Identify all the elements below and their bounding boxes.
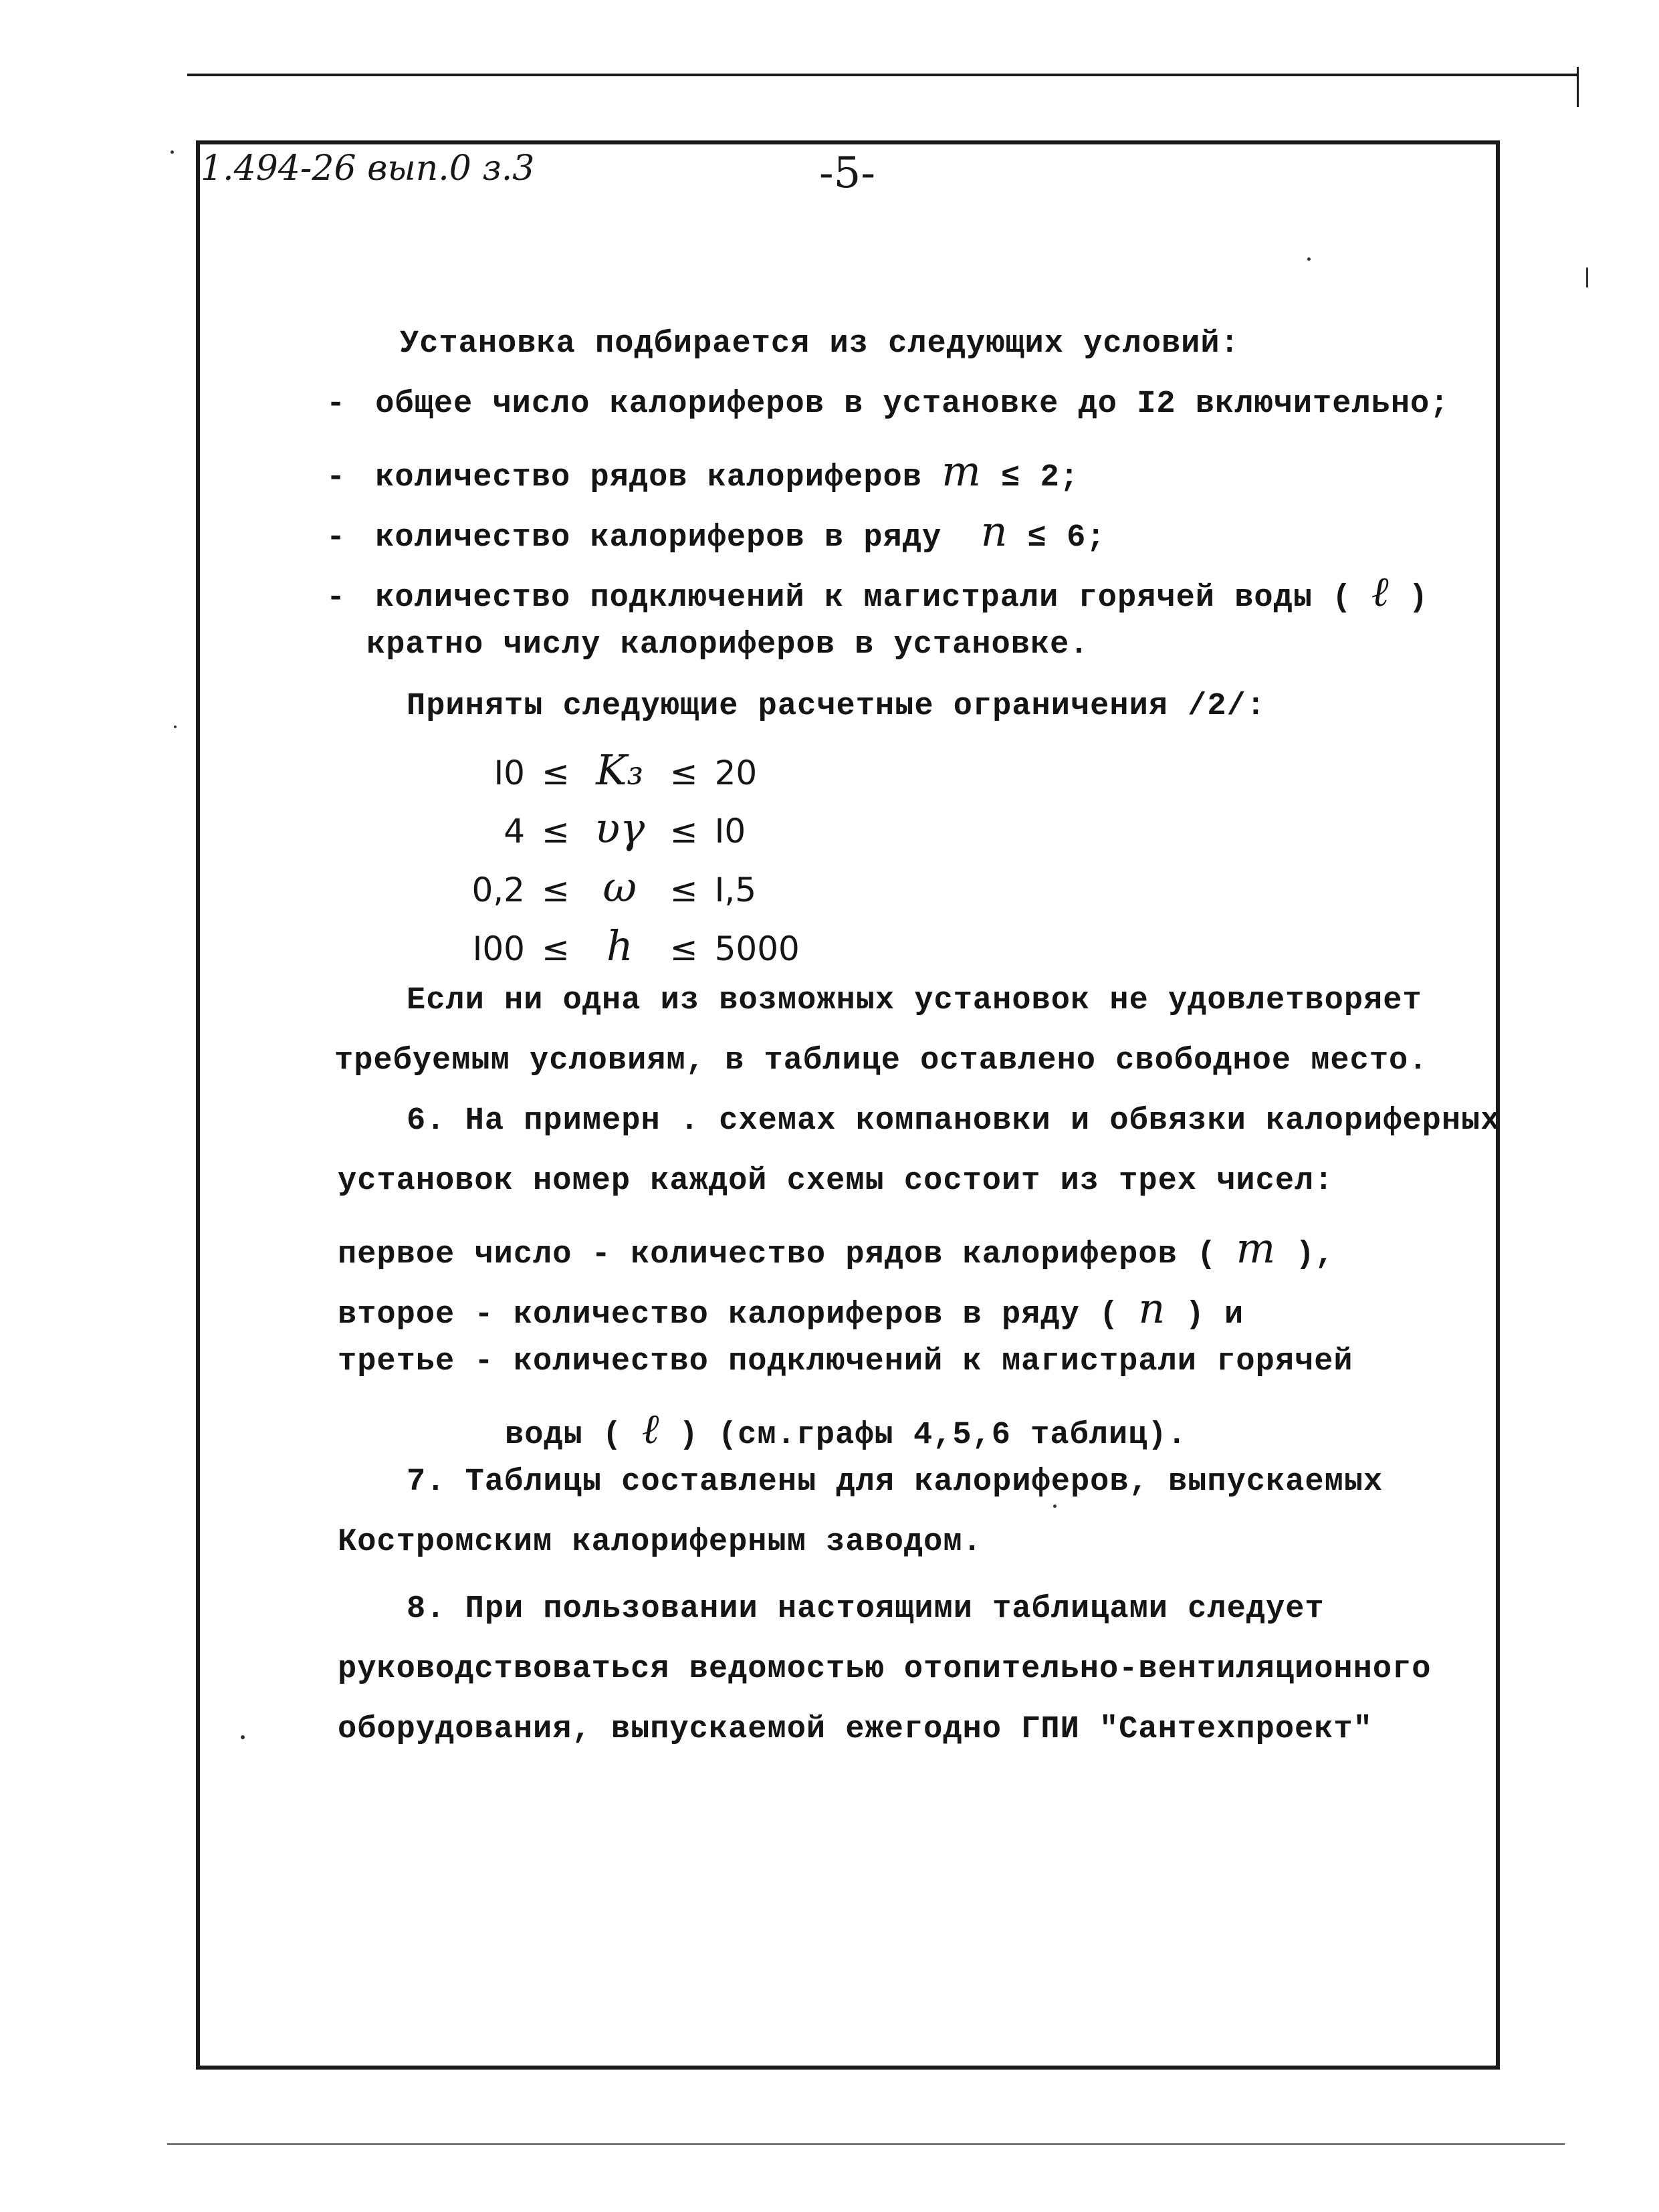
condition-tail: ) [1408, 580, 1428, 616]
page-number: -5- [819, 148, 875, 198]
item8-line-1: 8. При пользовании настоящими таблицами следует [407, 1591, 1325, 1627]
bullet: - [326, 580, 346, 616]
scan-speck [174, 726, 177, 728]
limit-h: I00 ≤ h ≤ 5000 [472, 921, 800, 970]
condition-text: общее число калориферов в установке до I2 включительно; [375, 386, 1450, 422]
item7-line-1: 7. Таблицы составлены для калориферов, выпускаемых [407, 1464, 1384, 1500]
intro-line: Установка подбирается из следующих условий: [400, 326, 1240, 362]
condition-4 [326, 567, 1428, 617]
right-edge-mark [1577, 67, 1579, 107]
document-code: 1.494-26 вып.0 з.3 [201, 148, 535, 189]
condition-4-continuation: кратно числу калориферов в установке. [366, 627, 1089, 663]
item8-line-2: руководствоваться ведомостью отопительно-вентиляционного [338, 1652, 1432, 1687]
item6-line-2: установок номер каждой схемы состоит из трех чисел: [338, 1164, 1334, 1199]
item7-line-2: Костромским калориферным заводом. [338, 1525, 982, 1560]
scan-speck [171, 150, 174, 154]
item6-line-3: первое число - количество рядов калориферов ( m ), [338, 1224, 1335, 1273]
condition-tail: ≤ 6; [1027, 520, 1106, 556]
limit-k3: I0 ≤ K₃ ≤ 20 [493, 746, 758, 794]
limits-intro: Приняты следующие расчетные ограничения /2/: [407, 689, 1266, 724]
symbol-l: ℓ [641, 1404, 660, 1453]
scan-speck [1586, 267, 1588, 288]
item6-line-6: воды ( ℓ ) (см.графы 4,5,6 таблиц). [505, 1404, 1187, 1453]
symbol-l: ℓ [1371, 567, 1390, 616]
bottom-rule [167, 2143, 1565, 2145]
symbol-n: n [980, 507, 1008, 556]
condition-text: количество подключений к магистрали горячей воды ( [375, 580, 1352, 616]
condition-tail: ≤ 2; [1001, 460, 1080, 495]
condition-text: количество калориферов в ряду [375, 520, 942, 556]
condition-3 [326, 507, 1106, 556]
scan-speck [1307, 257, 1311, 261]
scan-speck [241, 1735, 245, 1739]
condition-2 [326, 447, 1079, 495]
bullet: - [326, 520, 346, 556]
top-rule [187, 74, 1578, 76]
bullet: - [326, 386, 346, 422]
limit-omega: 0,2 ≤ ω ≤ I,5 [471, 863, 757, 911]
item6-line-5: третье - количество подключений к магистрали горячей [338, 1344, 1353, 1379]
symbol-n: n [1138, 1284, 1166, 1333]
bullet: - [326, 460, 346, 495]
item6-line-1: 6. На примерн . схемах компановки и обвязки калориферных [407, 1103, 1501, 1139]
empty-place-line-1: Если ни одна из возможных установок не удовлетворяет [407, 983, 1422, 1018]
symbol-m: m [942, 447, 982, 495]
condition-text: количество рядов калориферов [375, 460, 922, 495]
item6-line-4: второе - количество калориферов в ряду ( n ) и [338, 1284, 1244, 1333]
symbol-m: m [1236, 1224, 1277, 1273]
limit-vy: 4 ≤ υγ ≤ I0 [504, 804, 746, 853]
empty-place-line-2: требуемым условиям, в таблице оставлено свободное место. [334, 1043, 1428, 1079]
condition-1 [326, 386, 1449, 422]
item8-line-3: оборудования, выпускаемой ежегодно ГПИ "Сантехпроект" [338, 1712, 1373, 1747]
scan-speck [1053, 1505, 1057, 1508]
